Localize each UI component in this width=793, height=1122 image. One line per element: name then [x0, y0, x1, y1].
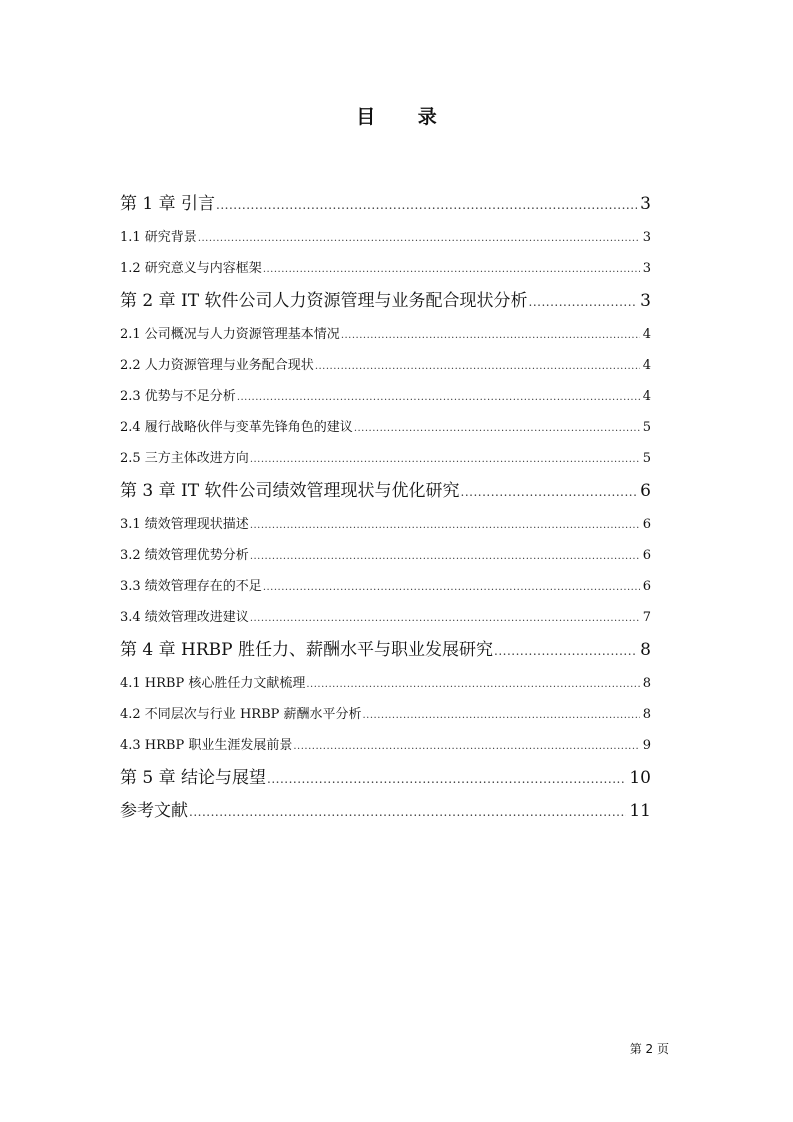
toc-entry-label: 2.2 人力资源管理与业务配合现状 — [120, 358, 314, 373]
toc-entry-page: 11 — [629, 801, 651, 821]
toc-dot-leader — [293, 731, 639, 762]
toc-entry-page: 9 — [642, 738, 651, 753]
toc-entry-page: 6 — [642, 579, 651, 594]
toc-entry-chapter-3[interactable] — [120, 475, 651, 508]
toc-entry-page: 6 — [642, 517, 651, 532]
toc-entry-section-2-3[interactable] — [120, 381, 651, 412]
toc-entry-label: 第 4 章 HRBP 胜任力、薪酬水平与职业发展研究 — [120, 640, 493, 660]
toc-entry-label: 第 1 章 引言 — [120, 194, 216, 214]
toc-dot-leader — [198, 223, 640, 254]
toc-entry-label: 3.4 绩效管理改进建议 — [120, 610, 249, 625]
toc-entry-section-3-3[interactable] — [120, 571, 651, 602]
toc-dot-leader — [250, 510, 640, 541]
toc-entry-label: 3.2 绩效管理优势分析 — [120, 548, 249, 563]
toc-entry-label: 参考文献 — [120, 801, 188, 821]
toc-entry-label: 2.3 优势与不足分析 — [120, 389, 236, 404]
toc-dot-leader — [250, 444, 640, 475]
toc-entry-section-2-1[interactable] — [120, 319, 651, 350]
table-of-contents — [120, 188, 651, 828]
toc-entry-page: 7 — [642, 610, 651, 625]
toc-entry-page: 8 — [642, 676, 651, 691]
toc-entry-page: 4 — [642, 327, 651, 342]
toc-dot-leader — [263, 254, 640, 285]
page-number-footer: 第 2 页 — [629, 1042, 669, 1056]
toc-entry-page: 8 — [642, 707, 651, 722]
toc-entry-page: 5 — [642, 420, 651, 435]
toc-dot-leader — [237, 382, 640, 413]
toc-dot-leader — [263, 572, 640, 603]
toc-dot-leader — [494, 635, 637, 668]
toc-entry-label: 1.1 研究背景 — [120, 230, 197, 245]
toc-entry-label: 2.5 三方主体改进方向 — [120, 451, 249, 466]
toc-entry-page: 10 — [629, 768, 651, 788]
toc-entry-section-2-4[interactable] — [120, 412, 651, 443]
toc-entry-label: 第 2 章 IT 软件公司人力资源管理与业务配合现状分析 — [120, 291, 528, 311]
toc-entry-label: 4.2 不同层次与行业 HRBP 薪酬水平分析 — [120, 707, 362, 722]
toc-entry-page: 8 — [640, 640, 651, 660]
toc-dot-leader — [341, 320, 640, 351]
toc-title: 目 录 — [356, 106, 455, 128]
toc-entry-label: 3.1 绩效管理现状描述 — [120, 517, 249, 532]
toc-entry-page: 4 — [642, 358, 651, 373]
toc-dot-leader — [250, 541, 640, 572]
toc-entry-label: 2.1 公司概况与人力资源管理基本情况 — [120, 327, 340, 342]
toc-entry-page: 6 — [640, 481, 651, 501]
toc-entry-page: 3 — [642, 261, 651, 276]
toc-dot-leader — [363, 700, 640, 731]
toc-dot-leader — [354, 413, 640, 444]
toc-entry-label: 1.2 研究意义与内容框架 — [120, 261, 262, 276]
toc-dot-leader — [216, 189, 637, 222]
toc-entry-page: 5 — [642, 451, 651, 466]
toc-dot-leader — [315, 351, 640, 382]
toc-entry-chapter-2[interactable] — [120, 285, 651, 318]
toc-entry-page: 3 — [642, 230, 651, 245]
toc-entry-section-1-2[interactable] — [120, 253, 651, 284]
toc-entry-section-4-3[interactable] — [120, 730, 651, 761]
toc-entry-chapter-4[interactable] — [120, 634, 651, 667]
toc-entry-label: 4.1 HRBP 核心胜任力文献梳理 — [120, 676, 306, 691]
toc-dot-leader — [461, 476, 638, 509]
toc-entry-page: 4 — [642, 389, 651, 404]
toc-entry-label: 第 3 章 IT 软件公司绩效管理现状与优化研究 — [120, 481, 460, 501]
toc-entry-chapter-1[interactable] — [120, 188, 651, 221]
toc-dot-leader — [250, 603, 640, 634]
toc-entry-page: 3 — [640, 291, 651, 311]
toc-entry-section-2-5[interactable] — [120, 443, 651, 474]
toc-dot-leader — [529, 286, 638, 319]
toc-entry-section-3-1[interactable] — [120, 509, 651, 540]
toc-entry-page: 3 — [640, 194, 651, 214]
toc-dot-leader — [267, 763, 626, 796]
toc-entry-label: 4.3 HRBP 职业生涯发展前景 — [120, 738, 293, 753]
toc-entry-label: 第 5 章 结论与展望 — [120, 768, 267, 788]
toc-entry-section-3-2[interactable] — [120, 540, 651, 571]
toc-entry-section-4-1[interactable] — [120, 668, 651, 699]
toc-entry-section-1-1[interactable] — [120, 222, 651, 253]
toc-entry-section-4-2[interactable] — [120, 699, 651, 730]
toc-dot-leader — [306, 669, 639, 700]
toc-entry-references[interactable] — [120, 795, 651, 828]
toc-entry-page: 6 — [642, 548, 651, 563]
toc-dot-leader — [189, 796, 626, 829]
toc-entry-label: 2.4 履行战略伙伴与变革先锋角色的建议 — [120, 420, 353, 435]
toc-entry-section-2-2[interactable] — [120, 350, 651, 381]
toc-entry-chapter-5[interactable] — [120, 762, 651, 795]
toc-entry-section-3-4[interactable] — [120, 602, 651, 633]
toc-entry-label: 3.3 绩效管理存在的不足 — [120, 579, 262, 594]
